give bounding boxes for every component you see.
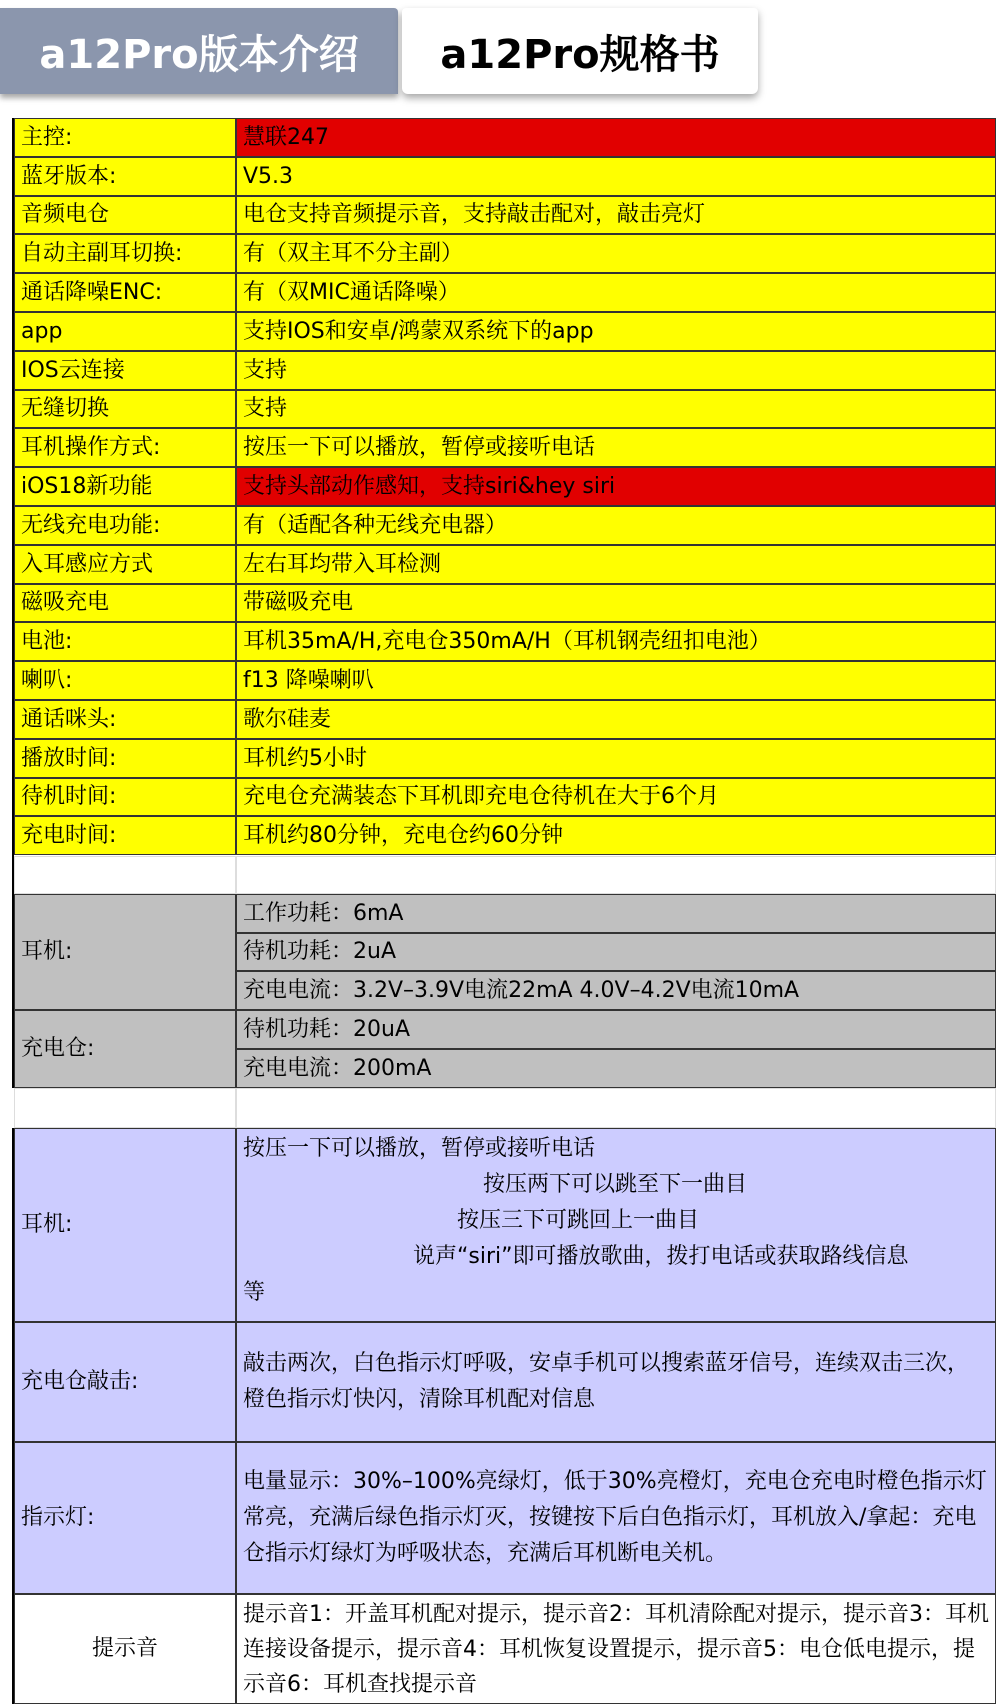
table-row [14, 234, 996, 273]
spec-value[interactable]: 歌尔硅麦 [236, 700, 996, 739]
spec-label[interactable]: 充电时间: [14, 816, 236, 855]
spec-value[interactable]: 带磁吸充电 [236, 584, 996, 622]
spec-label[interactable]: 耳机操作方式: [14, 428, 236, 467]
spec-label[interactable]: 通话咪头: [14, 700, 236, 739]
spec-label[interactable]: 待机时间: [14, 778, 236, 816]
op-line: 按压两下可以跳至下一曲目 [483, 1172, 748, 1197]
op-earphone-row [14, 1128, 996, 1322]
spec-value[interactable]: 支持IOS和安卓/鸿蒙双系统下的app [236, 312, 996, 351]
spec-value[interactable]: 左右耳均带入耳检测 [236, 545, 996, 584]
spec-value[interactable]: 按压一下可以播放，暂停或接听电话 [236, 428, 996, 467]
table-cell[interactable] [14, 856, 236, 894]
spec-label[interactable]: 无缝切换 [14, 390, 236, 428]
blank-row [14, 856, 996, 894]
op-line: 按压一下可以播放，暂停或接听电话 [243, 1136, 596, 1161]
table-cell[interactable] [236, 856, 996, 894]
table-row [14, 196, 996, 234]
blank-row [14, 1088, 996, 1128]
table-row [14, 428, 996, 467]
spec-value[interactable]: 有（双MIC通话降噪） [236, 273, 996, 312]
power-item[interactable]: 待机功耗：2uA [236, 933, 996, 971]
op-indicator-row [14, 1442, 996, 1594]
table-row [14, 622, 996, 661]
op-line: 按压三下可跳回上一曲目 [457, 1208, 700, 1233]
spec-value[interactable]: 电仓支持音频提示音，支持敲击配对，敲击亮灯 [236, 196, 996, 234]
table-cell[interactable] [14, 1088, 236, 1128]
table-row [14, 700, 996, 739]
op-case-tap-value[interactable]: 敲击两次，白色指示灯呼吸，安卓手机可以搜索蓝牙信号，连续双击三次，橙色指示灯快闪，清除耳机配对信息 [236, 1322, 996, 1442]
table-row [14, 545, 996, 584]
table-row [14, 506, 996, 545]
spec-label[interactable]: 自动主副耳切换: [14, 234, 236, 273]
power-earphone-row [14, 894, 996, 1010]
op-earphone-value[interactable] [236, 1128, 996, 1322]
op-prompt-row [14, 1594, 996, 1704]
table-row [14, 584, 996, 622]
tab-spec-sheet[interactable]: a12Pro规格书 [402, 8, 758, 94]
spec-label[interactable]: 蓝牙版本: [14, 157, 236, 196]
op-line: 等 [243, 1280, 266, 1305]
spec-value[interactable]: V5.3 [236, 157, 996, 196]
left-border [0, 1128, 14, 1704]
op-case-tap-label[interactable]: 充电仓敲击: [14, 1322, 236, 1442]
spec-value[interactable]: 支持 [236, 390, 996, 428]
power-item[interactable]: 待机功耗：20uA [236, 1010, 996, 1049]
power-case-row [14, 1010, 996, 1088]
table-row [14, 661, 996, 700]
spec-label[interactable]: IOS云连接 [14, 351, 236, 390]
left-border [0, 118, 14, 1088]
op-indicator-label[interactable]: 指示灯: [14, 1442, 236, 1594]
table-row [14, 273, 996, 312]
spec-value[interactable]: 有（适配各种无线充电器） [236, 506, 996, 545]
spec-label[interactable]: 无线充电功能: [14, 506, 236, 545]
op-case-tap-row [14, 1322, 996, 1442]
op-indicator-value[interactable]: 电量显示：30%–100%亮绿灯，低于30%亮橙灯，充电仓充电时橙色指示灯常亮，充满后绿色指示灯灭，按键按下后白色指示灯，耳机放入/拿起：充电仓指示灯绿灯为呼吸状态，充满后耳机断电关机。 [236, 1442, 996, 1594]
table-row [14, 778, 996, 816]
spec-value[interactable]: 充电仓充满装态下耳机即充电仓待机在大于6个月 [236, 778, 996, 816]
table-row [14, 467, 996, 506]
op-prompt-label[interactable]: 提示音 [14, 1594, 236, 1704]
spec-label[interactable]: 电池: [14, 622, 236, 661]
table-row [14, 351, 996, 390]
op-prompt-value[interactable]: 提示音1：开盖耳机配对提示，提示音2：耳机清除配对提示，提示音3：耳机连接设备提示，提示音4：耳机恢复设置提示，提示音5：电仓低电提示，提示音6：耳机查找提示音 [236, 1594, 996, 1704]
spec-value[interactable]: 支持 [236, 351, 996, 390]
spec-label[interactable]: 音频电仓 [14, 196, 236, 234]
spec-value[interactable]: 支持头部动作感知，支持siri&hey siri [236, 467, 996, 506]
op-earphone-label[interactable]: 耳机: [14, 1128, 236, 1322]
table-row [14, 816, 996, 855]
table-row [14, 390, 996, 428]
spec-label[interactable]: 通话降噪ENC: [14, 273, 236, 312]
spec-label[interactable]: 入耳感应方式 [14, 545, 236, 584]
spec-value[interactable]: 有（双主耳不分主副） [236, 234, 996, 273]
spec-value[interactable]: 耳机约5小时 [236, 739, 996, 778]
power-earphone-values [236, 894, 996, 1010]
spec-value[interactable]: 耳机35mA/H,充电仓350mA/H（耳机钢壳纽扣电池） [236, 622, 996, 661]
sheet-tabs [0, 0, 996, 110]
power-case-values [236, 1010, 996, 1088]
spec-value[interactable]: 慧联247 [236, 118, 996, 157]
power-earphone-label[interactable]: 耳机: [14, 894, 236, 1010]
power-case-label[interactable]: 充电仓: [14, 1010, 236, 1088]
table-row [14, 312, 996, 351]
table-row [14, 118, 996, 157]
spec-value[interactable]: 耳机约80分钟，充电仓约60分钟 [236, 816, 996, 855]
power-item[interactable]: 充电电流：3.2V–3.9V电流22mA 4.0V–4.2V电流10mA [236, 971, 996, 1010]
table-row [14, 157, 996, 196]
power-item[interactable]: 充电电流：200mA [236, 1049, 996, 1088]
table-row [14, 739, 996, 778]
spec-label[interactable]: 播放时间: [14, 739, 236, 778]
spec-label[interactable]: iOS18新功能 [14, 467, 236, 506]
power-item[interactable]: 工作功耗：6mA [236, 894, 996, 933]
spec-value[interactable]: f13 降噪喇叭 [236, 661, 996, 700]
spec-label[interactable]: 主控: [14, 118, 236, 157]
spec-label[interactable]: 喇叭: [14, 661, 236, 700]
table-cell[interactable] [236, 1088, 996, 1128]
tab-version-intro[interactable]: a12Pro版本介绍 [0, 8, 398, 94]
op-line: 说声“siri”即可播放歌曲，拨打电话或获取路线信息 [413, 1244, 909, 1269]
spec-label[interactable]: 磁吸充电 [14, 584, 236, 622]
spec-label[interactable]: app [14, 312, 236, 351]
